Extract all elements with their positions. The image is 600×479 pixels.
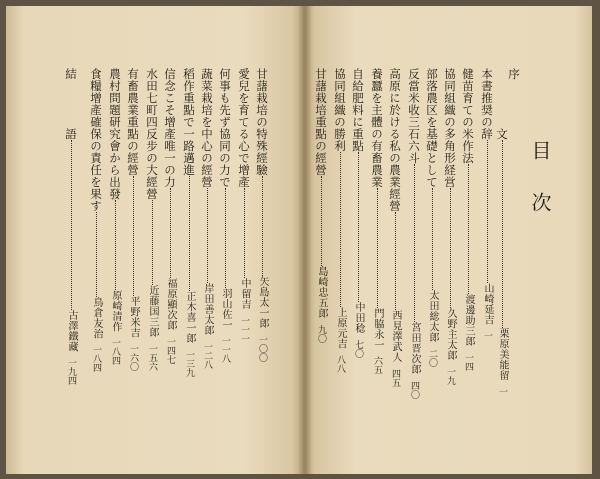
toc-entry bbox=[442, 68, 458, 385]
entry-author: 近藤国三郎 bbox=[147, 285, 158, 338]
entry-author: 栗原美能留 bbox=[497, 328, 508, 381]
leader-dots bbox=[207, 188, 208, 283]
leader-dots bbox=[340, 152, 341, 307]
entry-author: 岸田善太郎 bbox=[202, 283, 213, 336]
entry-page-number: 一二八 bbox=[202, 341, 212, 369]
entry-title: 反當米收三石六斗 bbox=[407, 68, 421, 164]
entry-author: 上原元吉 bbox=[335, 307, 346, 349]
entry-title: 稻作重點で一路邁進 bbox=[182, 68, 196, 176]
entry-title: 自給肥料に重點 bbox=[351, 68, 365, 152]
entry-page-number: 四〇 bbox=[409, 380, 419, 399]
leader-dots bbox=[115, 200, 116, 290]
leader-dots bbox=[225, 188, 226, 288]
entry-author: 原崎清作 bbox=[110, 290, 121, 332]
toc-entry bbox=[506, 68, 522, 80]
entry-title: 健苗育ての米作法 bbox=[461, 68, 475, 164]
entry-author: 正木喜一郎 bbox=[184, 291, 195, 344]
leader-dots bbox=[71, 140, 72, 310]
entry-page-number: 一五六 bbox=[147, 343, 157, 371]
leader-dots bbox=[244, 188, 245, 278]
entry-title: 部落農区を基礎として bbox=[425, 68, 439, 188]
entry-title: 有畜農業重點の經營 bbox=[126, 68, 140, 176]
entry-author: 宮田晋次郎 bbox=[409, 322, 420, 375]
entry-page-number: 一〇〇 bbox=[257, 334, 267, 362]
entry-author: 西見澤武人 bbox=[390, 310, 401, 363]
toc-entry bbox=[107, 68, 123, 365]
entry-title: 甘藷栽培重點の經營 bbox=[314, 68, 328, 176]
entry-title: 蔬菜栽培を中心の經營 bbox=[200, 68, 214, 188]
leader-dots bbox=[262, 176, 263, 276]
leader-dots bbox=[321, 176, 322, 266]
entry-page-number: 六五 bbox=[372, 356, 382, 374]
leader-dots bbox=[487, 140, 488, 283]
entry-page-number: 一六〇 bbox=[128, 344, 138, 371]
page-title: 目次 bbox=[528, 140, 552, 244]
entry-title: 文 bbox=[495, 128, 509, 140]
toc-entry bbox=[424, 68, 440, 367]
toc-entry bbox=[460, 68, 476, 371]
toc-entry bbox=[199, 68, 215, 369]
toc-entry bbox=[387, 68, 403, 387]
entry-title: 甘藷栽培の特殊經驗 bbox=[255, 68, 269, 176]
toc-entry bbox=[144, 68, 160, 371]
entry-page-number: 一三九 bbox=[184, 349, 194, 377]
toc-entry bbox=[63, 128, 79, 385]
leader-dots bbox=[502, 140, 503, 328]
toc-entry bbox=[181, 68, 197, 377]
leader-dots bbox=[395, 212, 396, 310]
leader-dots bbox=[377, 188, 378, 308]
entry-title: 高原に於ける私の農業經營 bbox=[388, 68, 402, 212]
entry-page-number: 四五 bbox=[390, 368, 400, 387]
entry-page-number: 一一八 bbox=[220, 336, 230, 363]
toc-entry bbox=[217, 68, 233, 363]
entry-title: 結 bbox=[64, 68, 78, 80]
leader-dots bbox=[170, 188, 171, 278]
leader-dots bbox=[468, 164, 469, 294]
entry-page-number: 一八四 bbox=[110, 338, 120, 365]
entry-page-number: 一四 bbox=[463, 352, 473, 371]
entry-page-number: 一八四 bbox=[91, 345, 101, 372]
entry-page-number: 一九 bbox=[445, 366, 455, 385]
leader-dots bbox=[432, 188, 433, 290]
toc-entry bbox=[125, 68, 141, 371]
entry-author: 福原顯次郎 bbox=[165, 278, 176, 331]
entry-title: 農村問題研究會から出發 bbox=[108, 68, 122, 200]
entry-author: 鳥倉友治 bbox=[91, 297, 102, 339]
entry-title: 協同組織の多角形経営 bbox=[443, 68, 457, 188]
entry-title: 語 bbox=[64, 128, 78, 140]
toc-entry bbox=[369, 68, 385, 374]
entry-author: 羽山佐一 bbox=[220, 288, 231, 330]
toc-entry bbox=[254, 68, 270, 362]
toc-entry bbox=[63, 68, 79, 80]
entry-page-number: 一 bbox=[497, 386, 507, 396]
entry-author: 太田総太郎 bbox=[427, 290, 438, 343]
entry-title: 信念こそ增產唯一の力 bbox=[163, 68, 177, 188]
leader-dots bbox=[133, 176, 134, 296]
entry-author: 渡邊助三郎 bbox=[463, 294, 474, 347]
toc-entry bbox=[236, 68, 252, 343]
entry-page-number: 九〇 bbox=[316, 324, 326, 343]
toc-entry bbox=[332, 68, 348, 373]
entry-title: 序 bbox=[507, 68, 521, 80]
entry-page-number: 一四七 bbox=[165, 336, 175, 364]
leader-dots bbox=[358, 152, 359, 302]
entry-page-number: 一 bbox=[482, 331, 492, 340]
toc-entry bbox=[479, 68, 495, 340]
entry-page-number: 七〇 bbox=[353, 339, 363, 358]
entry-author: 中留吉 bbox=[239, 278, 250, 310]
entry-author: 平野米吉 bbox=[128, 296, 139, 338]
book-gutter bbox=[298, 6, 312, 474]
entry-title: 協同組織の勝利 bbox=[333, 68, 347, 152]
toc-entry bbox=[350, 68, 366, 358]
toc-entry bbox=[494, 128, 510, 396]
entry-title: 養蠶を主體の有畜農業 bbox=[370, 68, 384, 188]
toc-entry bbox=[88, 68, 104, 372]
toc-entry bbox=[313, 68, 329, 343]
leader-dots bbox=[414, 164, 415, 322]
entry-page-number: 二〇 bbox=[427, 348, 437, 367]
entry-title: 食糧增產確保の責任を果す bbox=[89, 68, 103, 212]
leader-dots bbox=[189, 176, 190, 291]
leader-dots bbox=[152, 200, 153, 285]
entry-author: 古澤鐵藏 bbox=[66, 310, 77, 352]
entry-author: 山崎延吉 bbox=[482, 283, 493, 325]
entry-title: 本書推奨の辞 bbox=[480, 68, 494, 140]
entry-author: 門脇永一 bbox=[372, 308, 383, 350]
entry-title: 水田七町四反步の大經營 bbox=[145, 68, 159, 200]
entry-author: 矢島太一郎 bbox=[257, 276, 268, 329]
entry-author: 久野主太郎 bbox=[445, 308, 456, 361]
entry-title: 何事も先ず協同の力で bbox=[218, 68, 232, 188]
entry-page-number: 一一一 bbox=[239, 315, 249, 343]
leader-dots bbox=[450, 188, 451, 308]
toc-entry bbox=[162, 68, 178, 364]
entry-author: 島崎忠五郎 bbox=[316, 266, 327, 319]
entry-page-number: 一九四 bbox=[66, 358, 76, 385]
entry-page-number: 八八 bbox=[335, 355, 345, 373]
entry-title: 愛兒を育てる心で增產 bbox=[237, 68, 251, 188]
leader-dots bbox=[96, 212, 97, 297]
toc-entry bbox=[406, 68, 422, 399]
entry-author: 中田稔 bbox=[353, 302, 364, 334]
